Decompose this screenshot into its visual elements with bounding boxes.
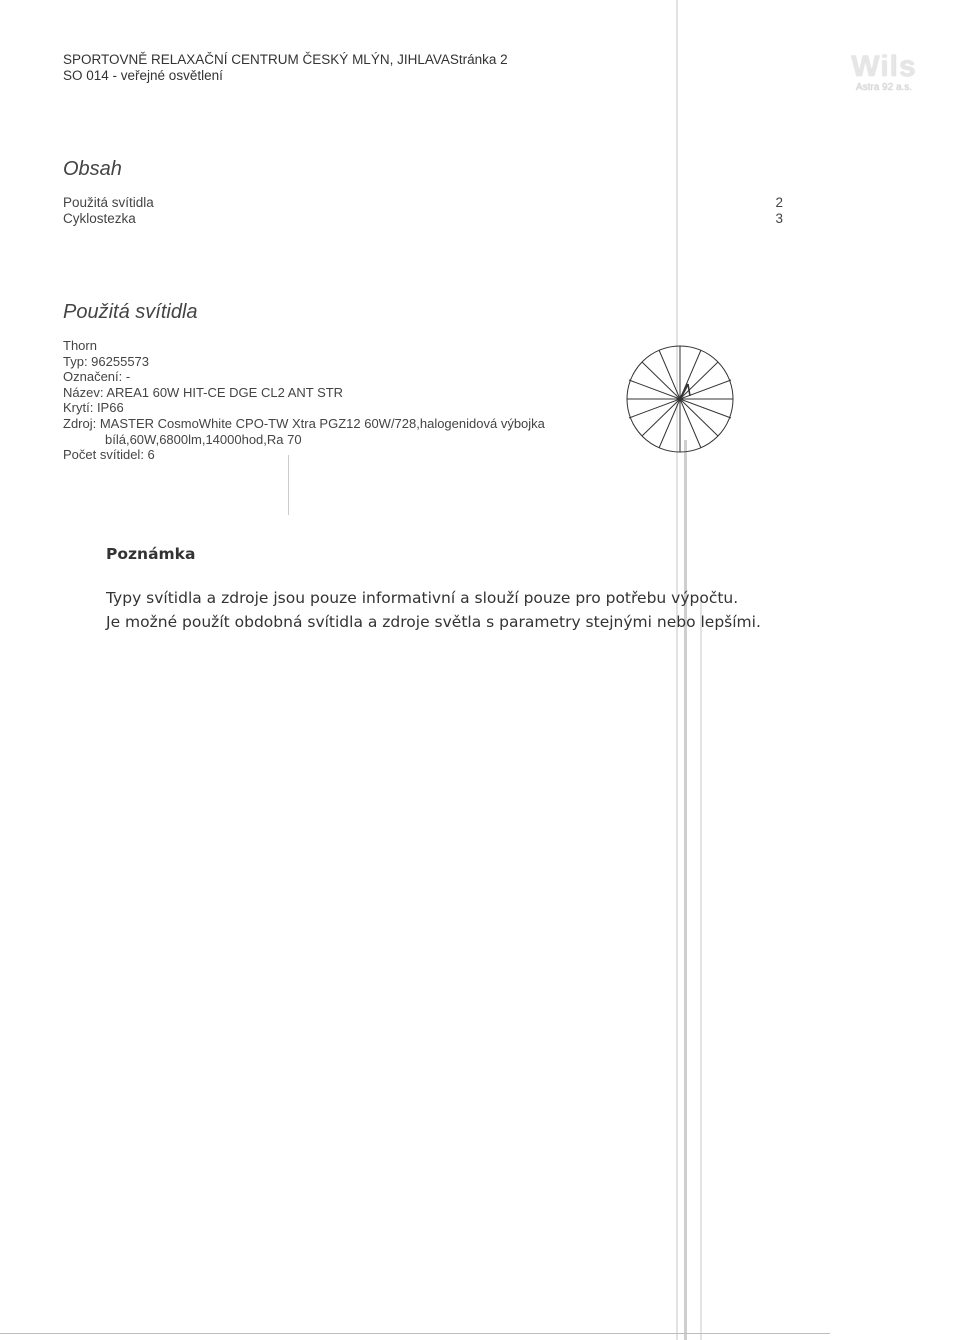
document-header-title: SPORTOVNĚ RELAXAČNÍ CENTRUM ČESKÝ MLÝN, JIHLAVAStránka 2 (63, 52, 508, 67)
luminaire-designation: Označení: - (63, 369, 131, 385)
toc-entry-label: Cyklostezka (63, 211, 136, 226)
manufacturer: Thorn (63, 338, 97, 353)
luminaires-heading: Použitá svítidla (63, 301, 198, 323)
contents-heading: Obsah (63, 158, 122, 180)
scan-line (700, 600, 702, 1340)
scan-line (288, 455, 289, 515)
logo-subtext: Astra 92 a.s. (855, 82, 913, 93)
toc-entry-page: 2 (775, 195, 783, 210)
toc-entry[interactable] (63, 211, 783, 226)
luminaire-count: Počet svítidel: 6 (63, 447, 155, 463)
luminaire-source-continued: bílá,60W,6800lm,14000hod,Ra 70 (105, 431, 302, 447)
note-line: Je možné použít obdobná svítidla a zdroje světla s parametry stejnými nebo lepšími. (106, 613, 761, 631)
logo-text: Wils (851, 50, 917, 83)
luminaire-type: Typ: 96255573 (63, 353, 150, 369)
luminaire-source: Zdroj: MASTER CosmoWhite CPO-TW Xtra PGZ12 60W/728,halogenidová výbojka (63, 415, 545, 431)
note-heading: Poznámka (106, 545, 196, 563)
company-logo (848, 52, 920, 94)
luminaire-spec (63, 338, 545, 463)
toc-entry[interactable] (63, 195, 783, 210)
luminaire-ip-rating: Krytí: IP66 (63, 400, 124, 416)
light-distribution-symbol-icon (624, 340, 736, 458)
toc-entry-page: 3 (775, 211, 783, 226)
toc-entry-label: Použitá svítidla (63, 195, 154, 210)
note-line: Typy svítidla a zdroje jsou pouze informativní a slouží pouze pro potřebu výpočtu. (106, 589, 739, 607)
scan-bottom-line (0, 1333, 830, 1334)
scan-line (684, 440, 687, 1340)
document-header-subtitle: SO 014 - veřejné osvětlení (63, 68, 223, 83)
symbol-arrow (688, 384, 690, 396)
luminaire-name: Název: AREA1 60W HIT-CE DGE CL2 ANT STR (63, 384, 344, 400)
